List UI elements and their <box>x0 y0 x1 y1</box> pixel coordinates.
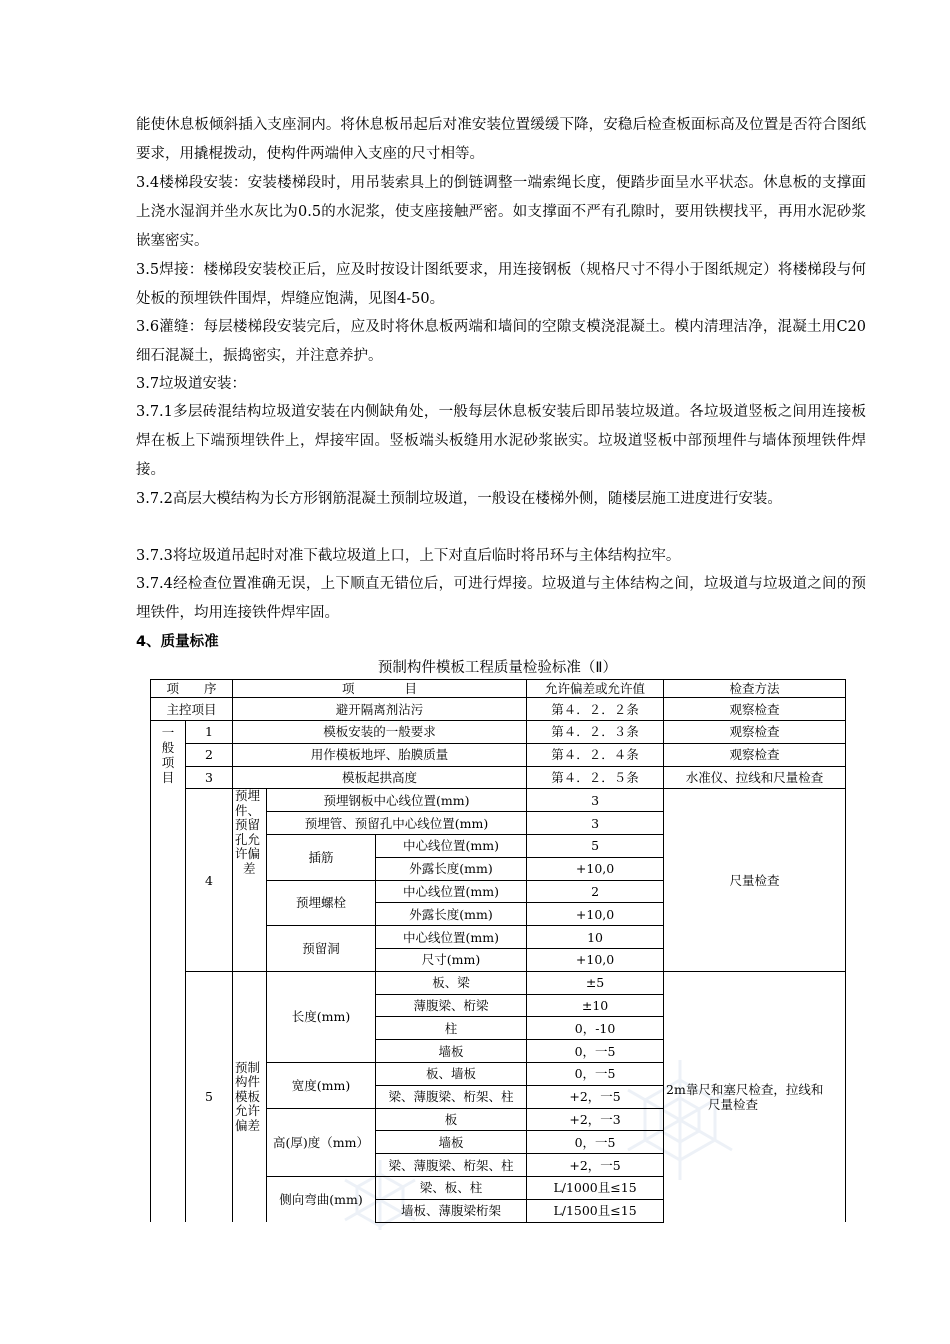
row-item: 梁、薄腹梁、桁架、柱 <box>376 1085 527 1108</box>
row-item: 外露长度(mm) <box>376 903 527 926</box>
paragraph-continuation: 能使休息板倾斜插入支座洞内。将休息板吊起后对准安装位置缓缓下降，安稳后检查板面标高及位置是否符合图纸要求，用撬棍拨动，使构件两端伸入支座的尺寸相等。 <box>136 117 866 162</box>
paragraph-3-6: 3.6灌缝：每层楼梯段安装完后，应及时将休息板两端和墙间的空隙支模浇混凝土。模内清理洁净，混凝土用C20细石混凝土，振捣密实，并注意养护。 <box>136 319 866 364</box>
row-value: ±5 <box>527 971 664 994</box>
general-category-char: 项 <box>161 755 175 770</box>
table-header-row <box>151 680 846 698</box>
row-value: +10,0 <box>527 903 664 926</box>
group4-method: 尺量检查 <box>664 789 846 971</box>
row-item: 梁、板、柱 <box>376 1176 527 1199</box>
group5-number: 5 <box>186 971 233 1222</box>
header-method: 检查方法 <box>664 680 846 698</box>
row-item: 中心线位置(mm) <box>376 926 527 949</box>
main-control-row <box>151 698 846 721</box>
row-tolerance: 第４．２．３条 <box>527 721 664 744</box>
rebar-label: 插筋 <box>267 834 376 880</box>
row-number: 2 <box>186 743 233 766</box>
paragraph-3-4: 3.4楼梯段安装：安装楼梯段时，用吊装索具上的倒链调整一端索绳长度，便踏步面呈水平状态。休息板的支撑面上浇水湿润并坐水灰比为0.5的水泥浆，使支座接触严密。如支撑面不严有孔隙时，要用铁楔找平，再用水泥砂浆嵌塞密实。 <box>136 175 866 249</box>
group4-number: 4 <box>186 789 233 971</box>
group5-method: 2m靠尺和塞尺检查，拉线和 尺量检查 <box>664 971 846 1222</box>
row-value: 5 <box>527 834 664 857</box>
table-row <box>151 743 846 766</box>
row-number: 3 <box>186 766 233 789</box>
group4-label: 预埋 件、 预留 孔允 许偏 差 <box>233 789 267 971</box>
row-value: 2 <box>527 880 664 903</box>
group5-label: 预制 构件 模板 允许 偏差 <box>233 971 267 1222</box>
main-category: 主控项目 <box>151 698 233 721</box>
table-row <box>151 766 846 789</box>
row-value: 3 <box>527 789 664 812</box>
row-value: +2，一5 <box>527 1085 664 1108</box>
row-value: 0，一5 <box>527 1040 664 1063</box>
main-method: 观察检查 <box>664 698 846 721</box>
row-item: 用作模板地坪、胎膜质量 <box>233 743 527 766</box>
row-item: 板 <box>376 1108 527 1131</box>
table-row <box>151 789 846 812</box>
row-item: 梁、薄腹梁、桁架、柱 <box>376 1154 527 1177</box>
row-value: L/1000且≤15 <box>527 1176 664 1199</box>
paragraph-3-7-1: 3.7.1多层砖混结构垃圾道安装在内侧缺角处，一般每层休息板安装后即吊装垃圾道。各垃圾道竖板之间用连接板焊在板上下端预埋铁件上，焊接牢固。竖板端头板缝用水泥砂浆嵌实。垃圾道竖板中部预埋件与墙体预埋铁件焊接。 <box>136 404 866 478</box>
header-seq: 项 序 <box>151 680 233 698</box>
row-value: L/1500且≤15 <box>527 1199 664 1222</box>
height-label: 高(厚)度（mm） <box>267 1108 376 1176</box>
row-value: 0，-10 <box>527 1017 664 1040</box>
general-category-char: 般 <box>161 740 175 755</box>
row-value: 0，一5 <box>527 1131 664 1154</box>
row-item: 尺寸(mm) <box>376 948 527 971</box>
quality-standard-table <box>150 679 846 1223</box>
general-category-char: 一 <box>161 725 175 740</box>
row-tolerance: 第４．２．４条 <box>527 743 664 766</box>
row-method: 观察检查 <box>664 721 846 744</box>
row-value: +10,0 <box>527 948 664 971</box>
row-value: ±10 <box>527 994 664 1017</box>
paragraph-3-7-3: 3.7.3将垃圾道吊起时对准下截垃圾道上口，上下对直后临时将吊环与主体结构拉牢。 <box>136 548 681 564</box>
row-tolerance: 第４．２．５条 <box>527 766 664 789</box>
header-tolerance: 允许偏差或允许值 <box>527 680 664 698</box>
general-category-char: 目 <box>161 770 175 785</box>
row-item: 墙板 <box>376 1040 527 1063</box>
row-value: +2，一3 <box>527 1108 664 1131</box>
general-category <box>151 721 186 1223</box>
row-item: 中心线位置(mm) <box>376 834 527 857</box>
row-value: 10 <box>527 926 664 949</box>
bend-label: 侧向弯曲(mm) <box>267 1176 376 1222</box>
row-item: 薄腹梁、桁梁 <box>376 994 527 1017</box>
row-item: 板、墙板 <box>376 1062 527 1085</box>
hole-label: 预留洞 <box>267 926 376 972</box>
width-label: 宽度(mm) <box>267 1062 376 1108</box>
row-item: 板、梁 <box>376 971 527 994</box>
row-item: 预埋管、预留孔中心线位置(mm) <box>267 812 527 835</box>
row-item: 墙板、薄腹梁桁架 <box>376 1199 527 1222</box>
paragraph-3-7-2: 3.7.2高层大模结构为长方形钢筋混凝土预制垃圾道，一般设在楼梯外侧，随楼层施工进度进行安装。 <box>136 491 782 507</box>
row-value: 0，一5 <box>527 1062 664 1085</box>
paragraph-3-5: 3.5焊接：楼梯段安装校正后，应及时按设计图纸要求，用连接钢板（规格尺寸不得小于图纸规定）将楼梯段与何处板的预埋铁件围焊，焊缝应饱满，见图4-50。 <box>136 262 866 307</box>
row-item: 中心线位置(mm) <box>376 880 527 903</box>
row-item: 预埋钢板中心线位置(mm) <box>267 789 527 812</box>
row-item: 柱 <box>376 1017 527 1040</box>
table-row <box>151 971 846 994</box>
row-item: 模板安装的一般要求 <box>233 721 527 744</box>
bolt-label: 预埋螺栓 <box>267 880 376 926</box>
main-tolerance: 第４．２．２条 <box>527 698 664 721</box>
row-number: 1 <box>186 721 233 744</box>
length-label: 长度(mm) <box>267 971 376 1062</box>
section-heading: 4、质量标准 <box>136 634 219 650</box>
main-item: 避开隔离剂沾污 <box>233 698 527 721</box>
paragraph-3-7: 3.7垃圾道安装： <box>136 376 247 392</box>
row-item: 墙板 <box>376 1131 527 1154</box>
row-item: 外露长度(mm) <box>376 857 527 880</box>
row-item: 模板起拱高度 <box>233 766 527 789</box>
row-method: 观察检查 <box>664 743 846 766</box>
header-item: 项 目 <box>233 680 527 698</box>
table-row <box>151 721 846 744</box>
row-value: +10,0 <box>527 857 664 880</box>
row-value: +2，一5 <box>527 1154 664 1177</box>
row-method: 水准仪、拉线和尺量检查 <box>664 766 846 789</box>
paragraph-3-7-4: 3.7.4经检查位置准确无误，上下顺直无错位后，可进行焊接。垃圾道与主体结构之间，垃圾道与垃圾道之间的预埋铁件，均用连接铁件焊牢固。 <box>136 576 866 621</box>
row-value: 3 <box>527 812 664 835</box>
table-title: 预制构件模板工程质量检验标准（Ⅱ） <box>377 660 618 676</box>
